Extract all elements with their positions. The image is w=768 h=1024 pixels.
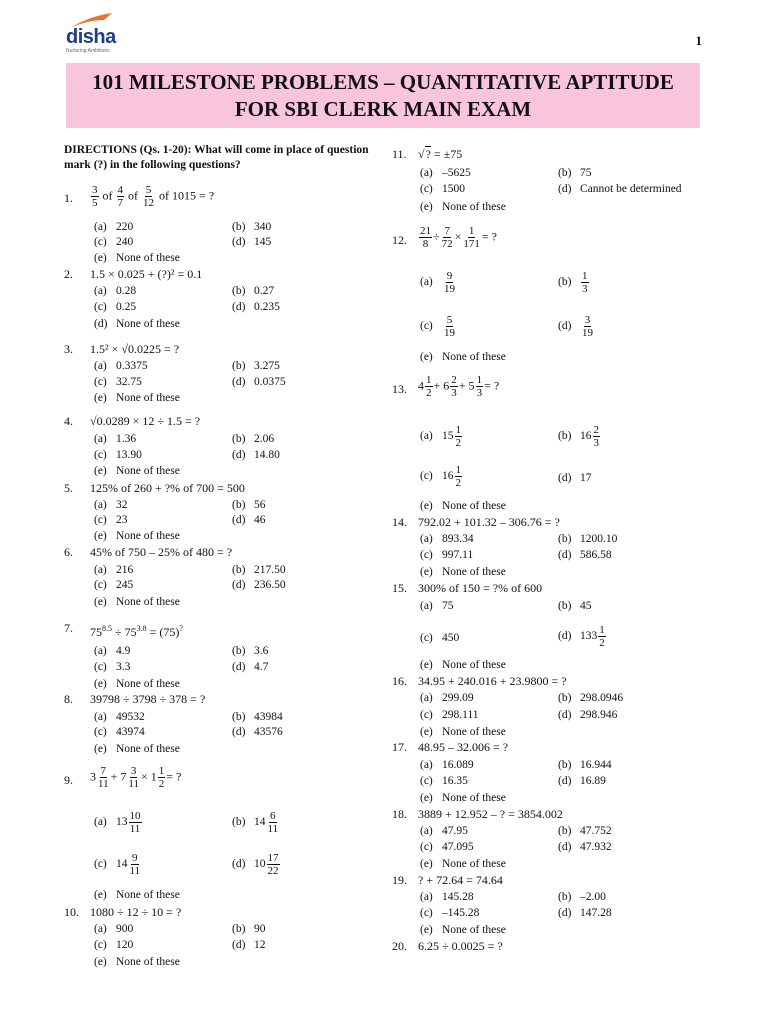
title-line-1: 101 MILESTONE PROBLEMS – QUANTITATIVE APTITUDE [92, 70, 674, 94]
option-b[interactable]: (b) 90 [232, 923, 266, 935]
option-c[interactable]: (c) 1500 [420, 183, 465, 195]
option-e[interactable]: (e) None of these [420, 566, 506, 578]
option-e[interactable]: (e) None of these [94, 392, 180, 404]
option-e[interactable]: (e) None of these [420, 858, 506, 870]
option-c[interactable]: (c) $\frac{5}{19}$ [420, 314, 455, 339]
option-e[interactable]: (e) None of these [420, 726, 506, 738]
option-e[interactable]: (e) None of these [94, 956, 180, 968]
option-a[interactable]: (a) 32 [94, 499, 128, 511]
title-banner [66, 63, 700, 128]
logo-tagline: Nurturing Ambitions [66, 48, 110, 54]
option-a[interactable]: (a) –5625 [420, 167, 471, 179]
option-e[interactable]: (e) None of these [94, 743, 180, 755]
option-c[interactable]: (c) 298.111 [420, 709, 479, 721]
option-c[interactable]: (c) 120 [94, 939, 134, 951]
option-a[interactable]: (a) 13 $\frac{10}{11}$ [94, 810, 141, 835]
option-d[interactable]: (d) 47.932 [558, 841, 612, 853]
option-d[interactable]: (d) 4.7 [232, 661, 269, 673]
option-b[interactable]: (b) 298.0946 [558, 692, 624, 704]
option-b[interactable]: (b) 47.752 [558, 825, 612, 837]
option-a[interactable]: (a) 216 [94, 564, 134, 576]
option-b[interactable]: (b) 1200.10 [558, 533, 618, 545]
option-e[interactable]: (d) None of these [94, 318, 180, 330]
option-d[interactable]: (d) 46 [232, 514, 266, 526]
option-a[interactable]: (a) 1.36 [94, 433, 137, 445]
question-text: $75^{8.5} \div 75^{3.8} = (75)^?$ [90, 624, 183, 639]
option-c[interactable]: (c) 16 $\frac{1}{2}$ [420, 464, 461, 489]
option-a[interactable]: (a) 893.34 [420, 533, 474, 545]
option-b[interactable]: (b) 14 $\frac{6}{11}$ [232, 810, 279, 835]
option-e[interactable]: (e) None of these [420, 351, 506, 363]
option-a[interactable]: (a) 15 $\frac{1}{2}$ [420, 424, 461, 449]
option-c[interactable]: (c) 997.11 [420, 549, 474, 561]
option-c[interactable]: (c) 13.90 [94, 449, 142, 461]
option-c[interactable]: (c) 3.3 [94, 661, 131, 673]
option-b[interactable]: (b) –2.00 [558, 891, 606, 903]
directions-text: DIRECTIONS (Qs. 1-20): What will come in place of question mark (?) in the following questions? [64, 144, 369, 171]
option-c[interactable]: (c) 43974 [94, 726, 145, 738]
option-a[interactable]: (a) 47.95 [420, 825, 468, 837]
option-a[interactable]: (a) 299.09 [420, 692, 474, 704]
option-a[interactable]: (a) 0.28 [94, 285, 137, 297]
option-b[interactable]: (b) 3.6 [232, 645, 269, 657]
option-d[interactable]: (d) 0.0375 [232, 376, 286, 388]
option-d[interactable]: (d) 133 $\frac{1}{2}$ [558, 624, 605, 649]
option-b[interactable]: (b) 0.27 [232, 285, 275, 297]
option-a[interactable]: (a) 900 [94, 923, 134, 935]
title-line-2: FOR SBI CLERK MAIN EXAM [234, 97, 532, 121]
option-d[interactable]: (d) $\frac{3}{19}$ [558, 314, 593, 339]
question-text: $\frac{21}{8}$ ÷ $\frac{7}{72}$ × $\frac{1}{171}$ = ? [420, 225, 497, 250]
option-b[interactable]: (b) $\frac{1}{3}$ [558, 270, 588, 295]
option-d[interactable]: (d) 16.89 [558, 775, 606, 787]
option-a[interactable]: (a) 75 [420, 600, 454, 612]
option-e[interactable]: (e) None of these [420, 659, 506, 671]
option-e[interactable]: (e) None of these [94, 596, 180, 608]
option-a[interactable]: (a) 145.28 [420, 891, 474, 903]
question-text: 3 $\frac{7}{11}$ + 7 $\frac{3}{11}$ × 1 $\frac{1}{2}$ = ? [90, 765, 182, 790]
option-c[interactable]: (c) 23 [94, 514, 128, 526]
option-c[interactable]: (c) –145.28 [420, 907, 480, 919]
option-b[interactable]: (b) 75 [558, 167, 592, 179]
option-c[interactable]: (c) 240 [94, 236, 134, 248]
option-a[interactable]: (a) $\frac{9}{19}$ [420, 270, 455, 295]
option-d[interactable]: (d) 586.58 [558, 549, 612, 561]
option-d[interactable]: (d) 236.50 [232, 579, 286, 591]
option-c[interactable]: (c) 16.35 [420, 775, 468, 787]
option-a[interactable]: (a) 0.3375 [94, 360, 148, 372]
option-d[interactable]: (d) 0.235 [232, 301, 280, 313]
option-d[interactable]: (d) 12 [232, 939, 266, 951]
option-e[interactable]: (e) None of these [94, 889, 180, 901]
option-d[interactable]: (d) 145 [232, 236, 272, 248]
option-d[interactable]: (d) 298.946 [558, 709, 618, 721]
option-a[interactable]: (a) 16.089 [420, 759, 474, 771]
page-number: 1 [695, 33, 702, 48]
option-d[interactable]: (d) 17 [558, 472, 592, 484]
option-d[interactable]: (d) 43576 [232, 726, 283, 738]
option-e[interactable]: (e) None of these [94, 252, 180, 264]
option-b[interactable]: (b) 16 $\frac{2}{3}$ [558, 424, 599, 449]
option-e[interactable]: (e) None of these [420, 500, 506, 512]
option-a[interactable]: (a) 49532 [94, 711, 145, 723]
question-text: √? = ±75 [418, 147, 463, 161]
option-a[interactable]: (a) 4.9 [94, 645, 131, 657]
question-text: 4 $\frac{1}{2}$ + 6 $\frac{2}{3}$ + 5 $\frac{1}{3}$ = ? [418, 374, 500, 399]
disha-logo [66, 12, 126, 52]
option-d[interactable]: (d) Cannot be determined [558, 183, 682, 195]
option-b[interactable]: (b) 43984 [232, 711, 283, 723]
option-b[interactable]: (b) 2.06 [232, 433, 275, 445]
option-e[interactable]: (e) None of these [420, 201, 506, 213]
option-e[interactable]: (e) None of these [420, 792, 506, 804]
option-b[interactable]: (b) 340 [232, 221, 272, 233]
question-text: $\frac{3}{5}$ of $\frac{4}{7}$ of $\frac{5}{12}$ of 1015 = ? [92, 184, 215, 209]
option-c[interactable]: (c) 14 $\frac{9}{11}$ [94, 852, 141, 877]
option-a[interactable]: (a) 220 [94, 221, 134, 233]
option-d[interactable]: (d) 147.28 [558, 907, 612, 919]
option-d[interactable]: (d) 14.80 [232, 449, 280, 461]
option-c[interactable]: (c) 47.095 [420, 841, 474, 853]
option-e[interactable]: (e) None of these [94, 530, 180, 542]
option-b[interactable]: (b) 217.50 [232, 564, 286, 576]
option-b[interactable]: (b) 16.944 [558, 759, 612, 771]
option-b[interactable]: (b) 3.275 [232, 360, 280, 372]
option-e[interactable]: (e) None of these [94, 465, 180, 477]
option-e[interactable]: (e) None of these [94, 678, 180, 690]
option-b[interactable]: (b) 56 [232, 499, 266, 511]
option-c[interactable]: (c) 0.25 [94, 301, 137, 313]
option-c[interactable]: (c) 32.75 [94, 376, 142, 388]
option-c[interactable]: (c) 450 [420, 632, 460, 644]
option-c[interactable]: (c) 245 [94, 579, 134, 591]
logo-text: disha [66, 26, 116, 48]
option-b[interactable]: (b) 45 [558, 600, 592, 612]
option-e[interactable]: (e) None of these [420, 924, 506, 936]
option-d[interactable]: (d) 10 $\frac{17}{22}$ [232, 852, 279, 877]
